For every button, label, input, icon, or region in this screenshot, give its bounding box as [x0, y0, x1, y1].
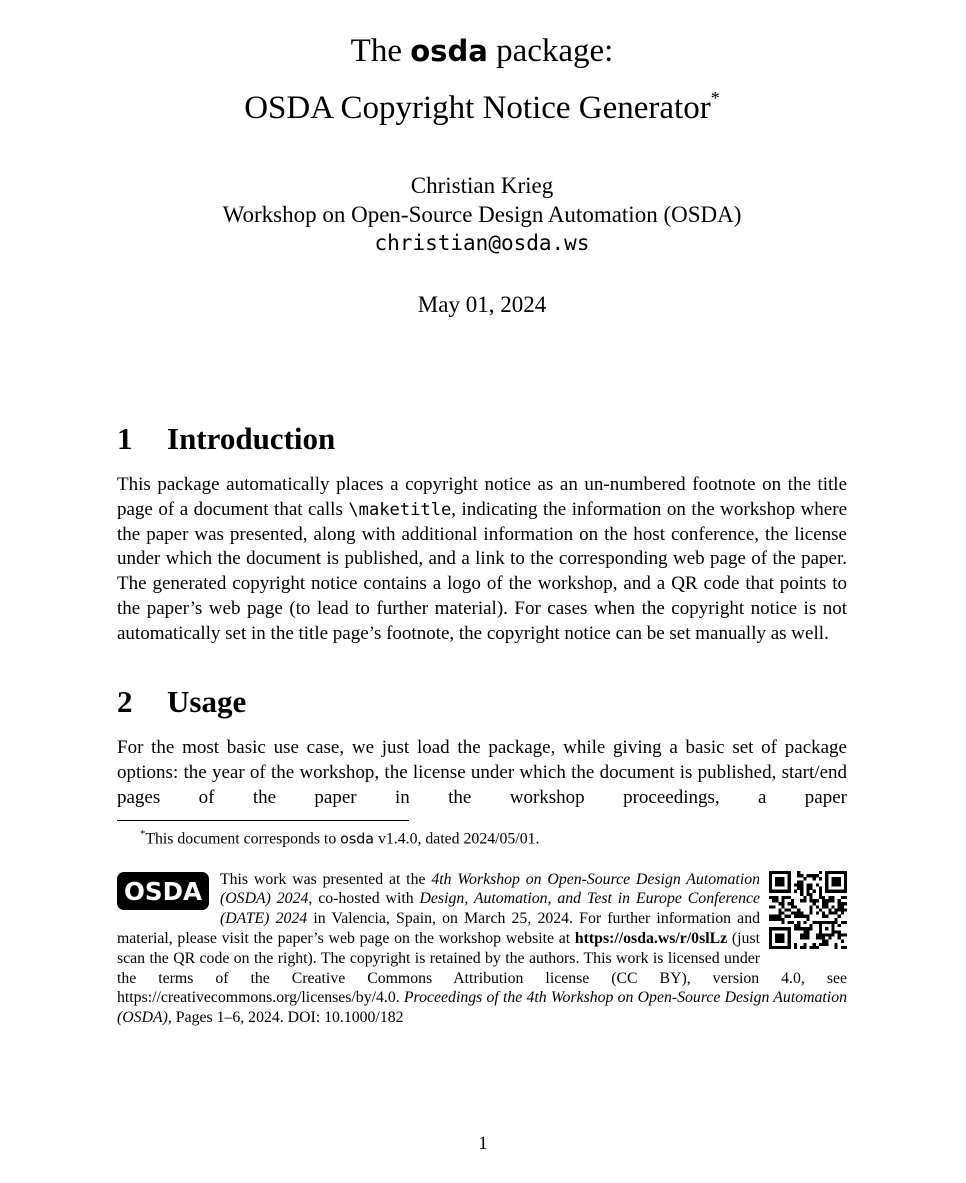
pages-doi-text: , Pages 1–6, 2024. DOI: 10.1000/182	[167, 1009, 404, 1027]
paper-url-link[interactable]: https://osda.ws/r/0slLz	[574, 929, 728, 947]
section-number: 2	[117, 684, 133, 720]
copyright-notice: OSDA This work was presented at the 4th Workshop on Open-Source Design Automation (OSDA) 2024, co-hosted with Design, Automation, and Test in Europe Conference (DATE) 2024 in Valencia, Spain, on March 25, 2024. For further information and material, please visit the paper’s web page on the workshop website at https://osda.ws/r/0slLz (just scan the QR code on the right). The copyright is retained by the authors. This work is licensed under the terms of the Creative Commons Attribution license (CC BY), version 4.0, see https://creativecommons.org/licenses/by/4.0. Proceedings of the 4th Workshop on Open-Source Design Automation (OSDA), Pages 1–6, 2024. DOI: 10.1000/182	[117, 870, 847, 1027]
title-line1-pre: The	[350, 33, 411, 69]
title-thanks-marker: *	[710, 88, 720, 108]
page-number: 1	[478, 1133, 488, 1154]
section-title: Introduction	[167, 421, 336, 456]
section-number: 1	[117, 421, 133, 456]
section-heading-introduction	[117, 421, 847, 457]
document-date: May 01, 2024	[417, 291, 547, 317]
paper-title	[117, 28, 847, 132]
title-package-name: osda	[410, 34, 488, 68]
osda-package-name: osda	[340, 830, 375, 847]
conference-name-italic: Design, Automation, and Test in Europe Conference (DATE) 2024	[220, 890, 760, 928]
usage-paragraph: For the most basic use case, we just load the package, while giving a basic set of package options: the year of the workshop, the license under which the document is published, start/end pages of the paper in the workshop proceedings, a paper	[117, 737, 847, 808]
author-name: Christian Krieg	[410, 173, 554, 198]
workshop-name-italic: 4th Workshop on Open-Source Design Automation (OSDA) 2024	[220, 870, 761, 908]
section-heading-usage	[117, 684, 847, 720]
footnote-rule	[117, 820, 409, 821]
title-footnote: *This document corresponds to osda v1.4.0, dated 2024/05/01.	[140, 827, 540, 847]
osda-logo	[117, 872, 209, 916]
author-block	[117, 172, 847, 258]
section-title: Usage	[167, 684, 247, 720]
author-affiliation: Workshop on Open-Source Design Automation (OSDA)	[222, 201, 742, 227]
proceedings-name-italic: Proceedings of the 4th Workshop on Open-Source Design Automation (OSDA)	[117, 989, 847, 1027]
cc-license-url-link[interactable]: https://creativecommons.org/licenses/by/4.0	[117, 989, 396, 1007]
maketitle-code: \maketitle	[348, 499, 452, 520]
title-line2: OSDA Copyright Notice Generator	[244, 90, 711, 126]
osda-logo-text: OSDA	[124, 876, 203, 906]
title-line1-post: package:	[487, 33, 614, 69]
author-email[interactable]: christian@osda.ws	[374, 231, 590, 255]
introduction-paragraph: This package automatically places a copyright notice as an un-numbered footnote on the title page of a document that calls \maketitle, indicating the information on the workshop where the paper was presented, along with additional information on the host conference, the license under which the document is published, and a link to the corresponding web page of the paper. The generated copyright notice contains a logo of the workshop, and a QR code that points to the paper’s web page (to lead to further material). For cases when the copyright notice is not automatically set in the title page’s footnote, the copyright notice can be set manually as well.	[117, 474, 847, 644]
qr-code	[769, 871, 847, 955]
footnote-marker: *	[140, 827, 146, 840]
